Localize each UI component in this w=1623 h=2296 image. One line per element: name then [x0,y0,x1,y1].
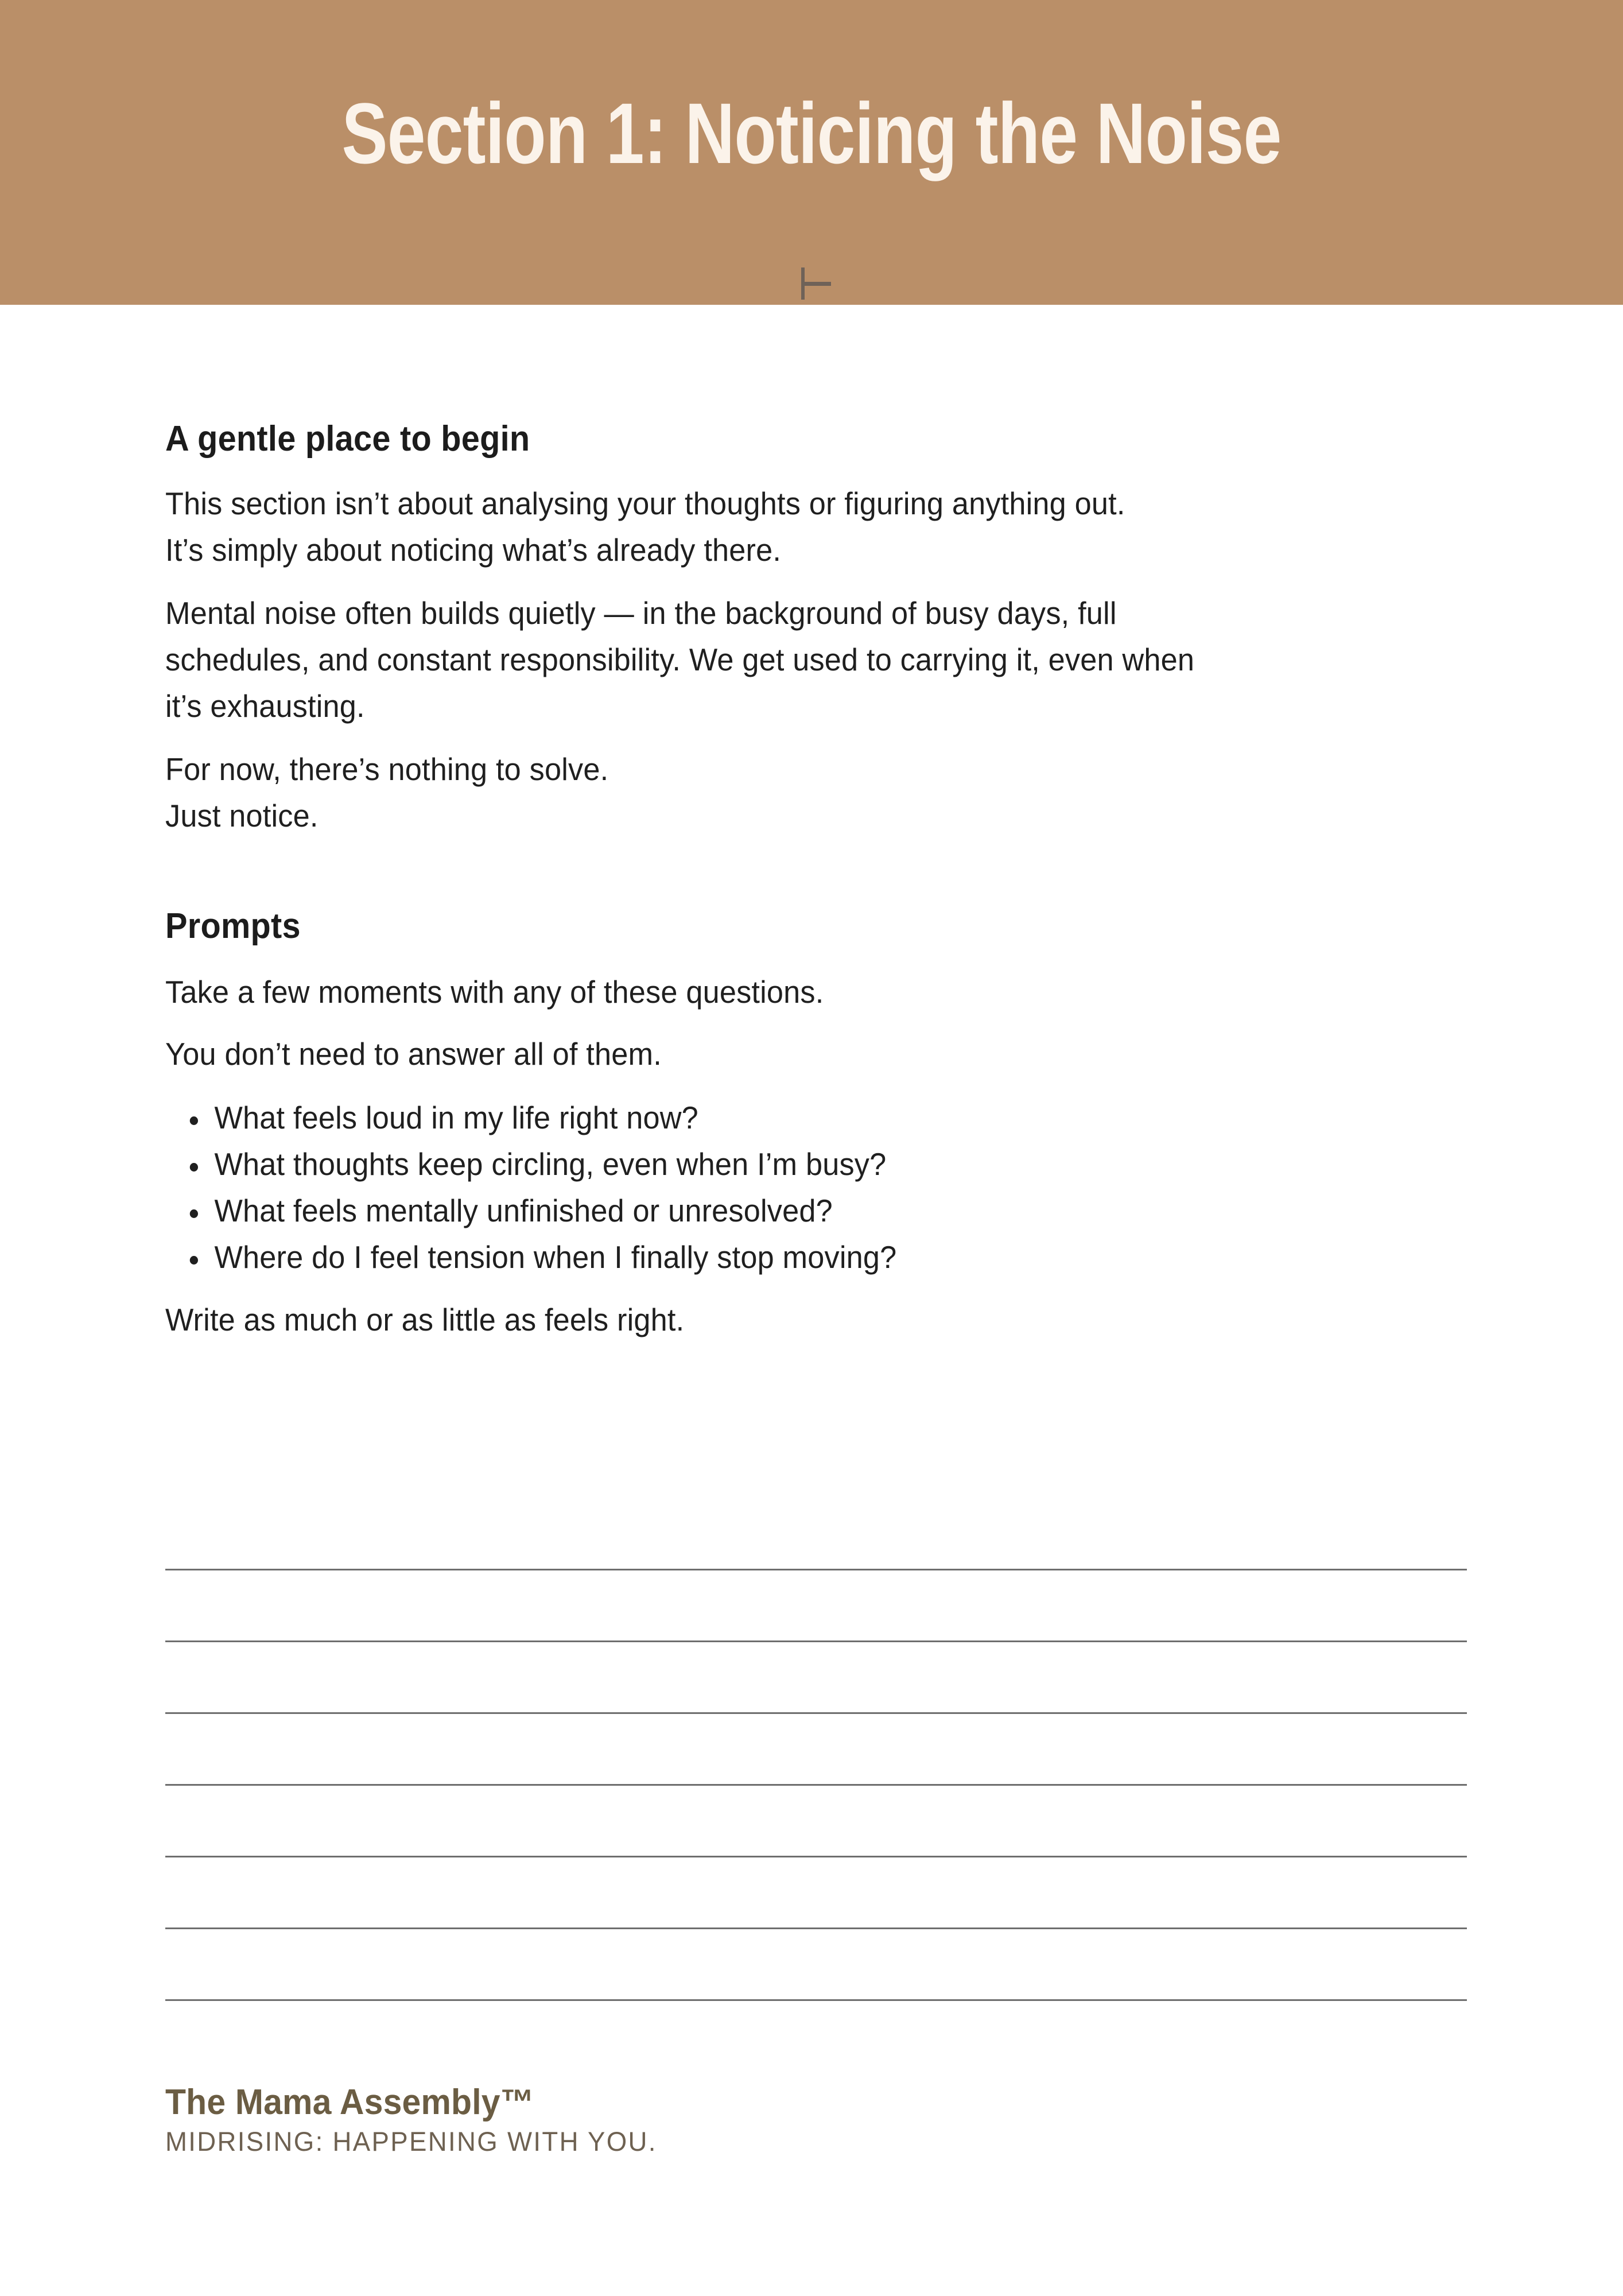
paragraph-line: it’s exhausting. [165,688,365,724]
writing-line[interactable] [165,1712,1467,1714]
paragraph-line: Take a few moments with any of these questions. [165,974,824,1010]
paragraph-line: Just notice. [165,798,319,833]
prompts-lead-1 [165,969,1402,1015]
writing-line[interactable] [165,1784,1467,1786]
prompt-question-list [165,1095,1467,1281]
intro-paragraph-2 [165,590,1402,730]
writing-line[interactable] [165,1927,1467,1929]
brand-tagline: MIDRISING: HAPPENING WITH YOU. [165,2126,657,2157]
prompts-heading: Prompts [165,906,301,946]
list-item: What feels loud in my life right now? [165,1095,1402,1141]
paragraph-line: Mental noise often builds quietly — in the background of busy days, full [165,595,1117,631]
paragraph-line: Write as much or as little as feels right. [165,1302,685,1337]
paragraph-line: schedules, and constant responsibility. We get used to carrying it, even when [165,642,1195,677]
bracket-horizontal-stroke [801,282,831,286]
prompts-lead-2 [165,1031,1402,1077]
brand-name: The Mama Assembly™ [165,2082,534,2122]
paragraph-line: You don’t need to answer all of them. [165,1036,662,1072]
intro-paragraph-3 [165,746,1402,839]
paragraph-line: For now, there’s nothing to solve. [165,751,609,787]
list-item: What feels mentally unfinished or unresolved? [165,1188,1402,1234]
writing-line[interactable] [165,1640,1467,1642]
header-band [0,0,1623,305]
writing-line[interactable] [165,1856,1467,1857]
writing-line[interactable] [165,1569,1467,1570]
prompts-closing-line [165,1297,1402,1343]
left-bracket-tick-icon [801,267,831,300]
worksheet-content [165,305,1467,1343]
paragraph-line: This section isn’t about analysing your thoughts or figuring anything out. [165,486,1125,521]
intro-heading: A gentle place to begin [165,419,530,459]
intro-paragraph-1 [165,480,1402,573]
page-title: Section 1: Noticing the Noise [341,85,1282,181]
list-item: What thoughts keep circling, even when I’m busy? [165,1141,1402,1188]
list-item: Where do I feel tension when I finally stop moving? [165,1234,1402,1281]
paragraph-line: It’s simply about noticing what’s already there. [165,532,782,568]
writing-line[interactable] [165,1999,1467,2001]
writing-lines-area[interactable] [165,1569,1467,2001]
footer [165,2082,1467,2159]
